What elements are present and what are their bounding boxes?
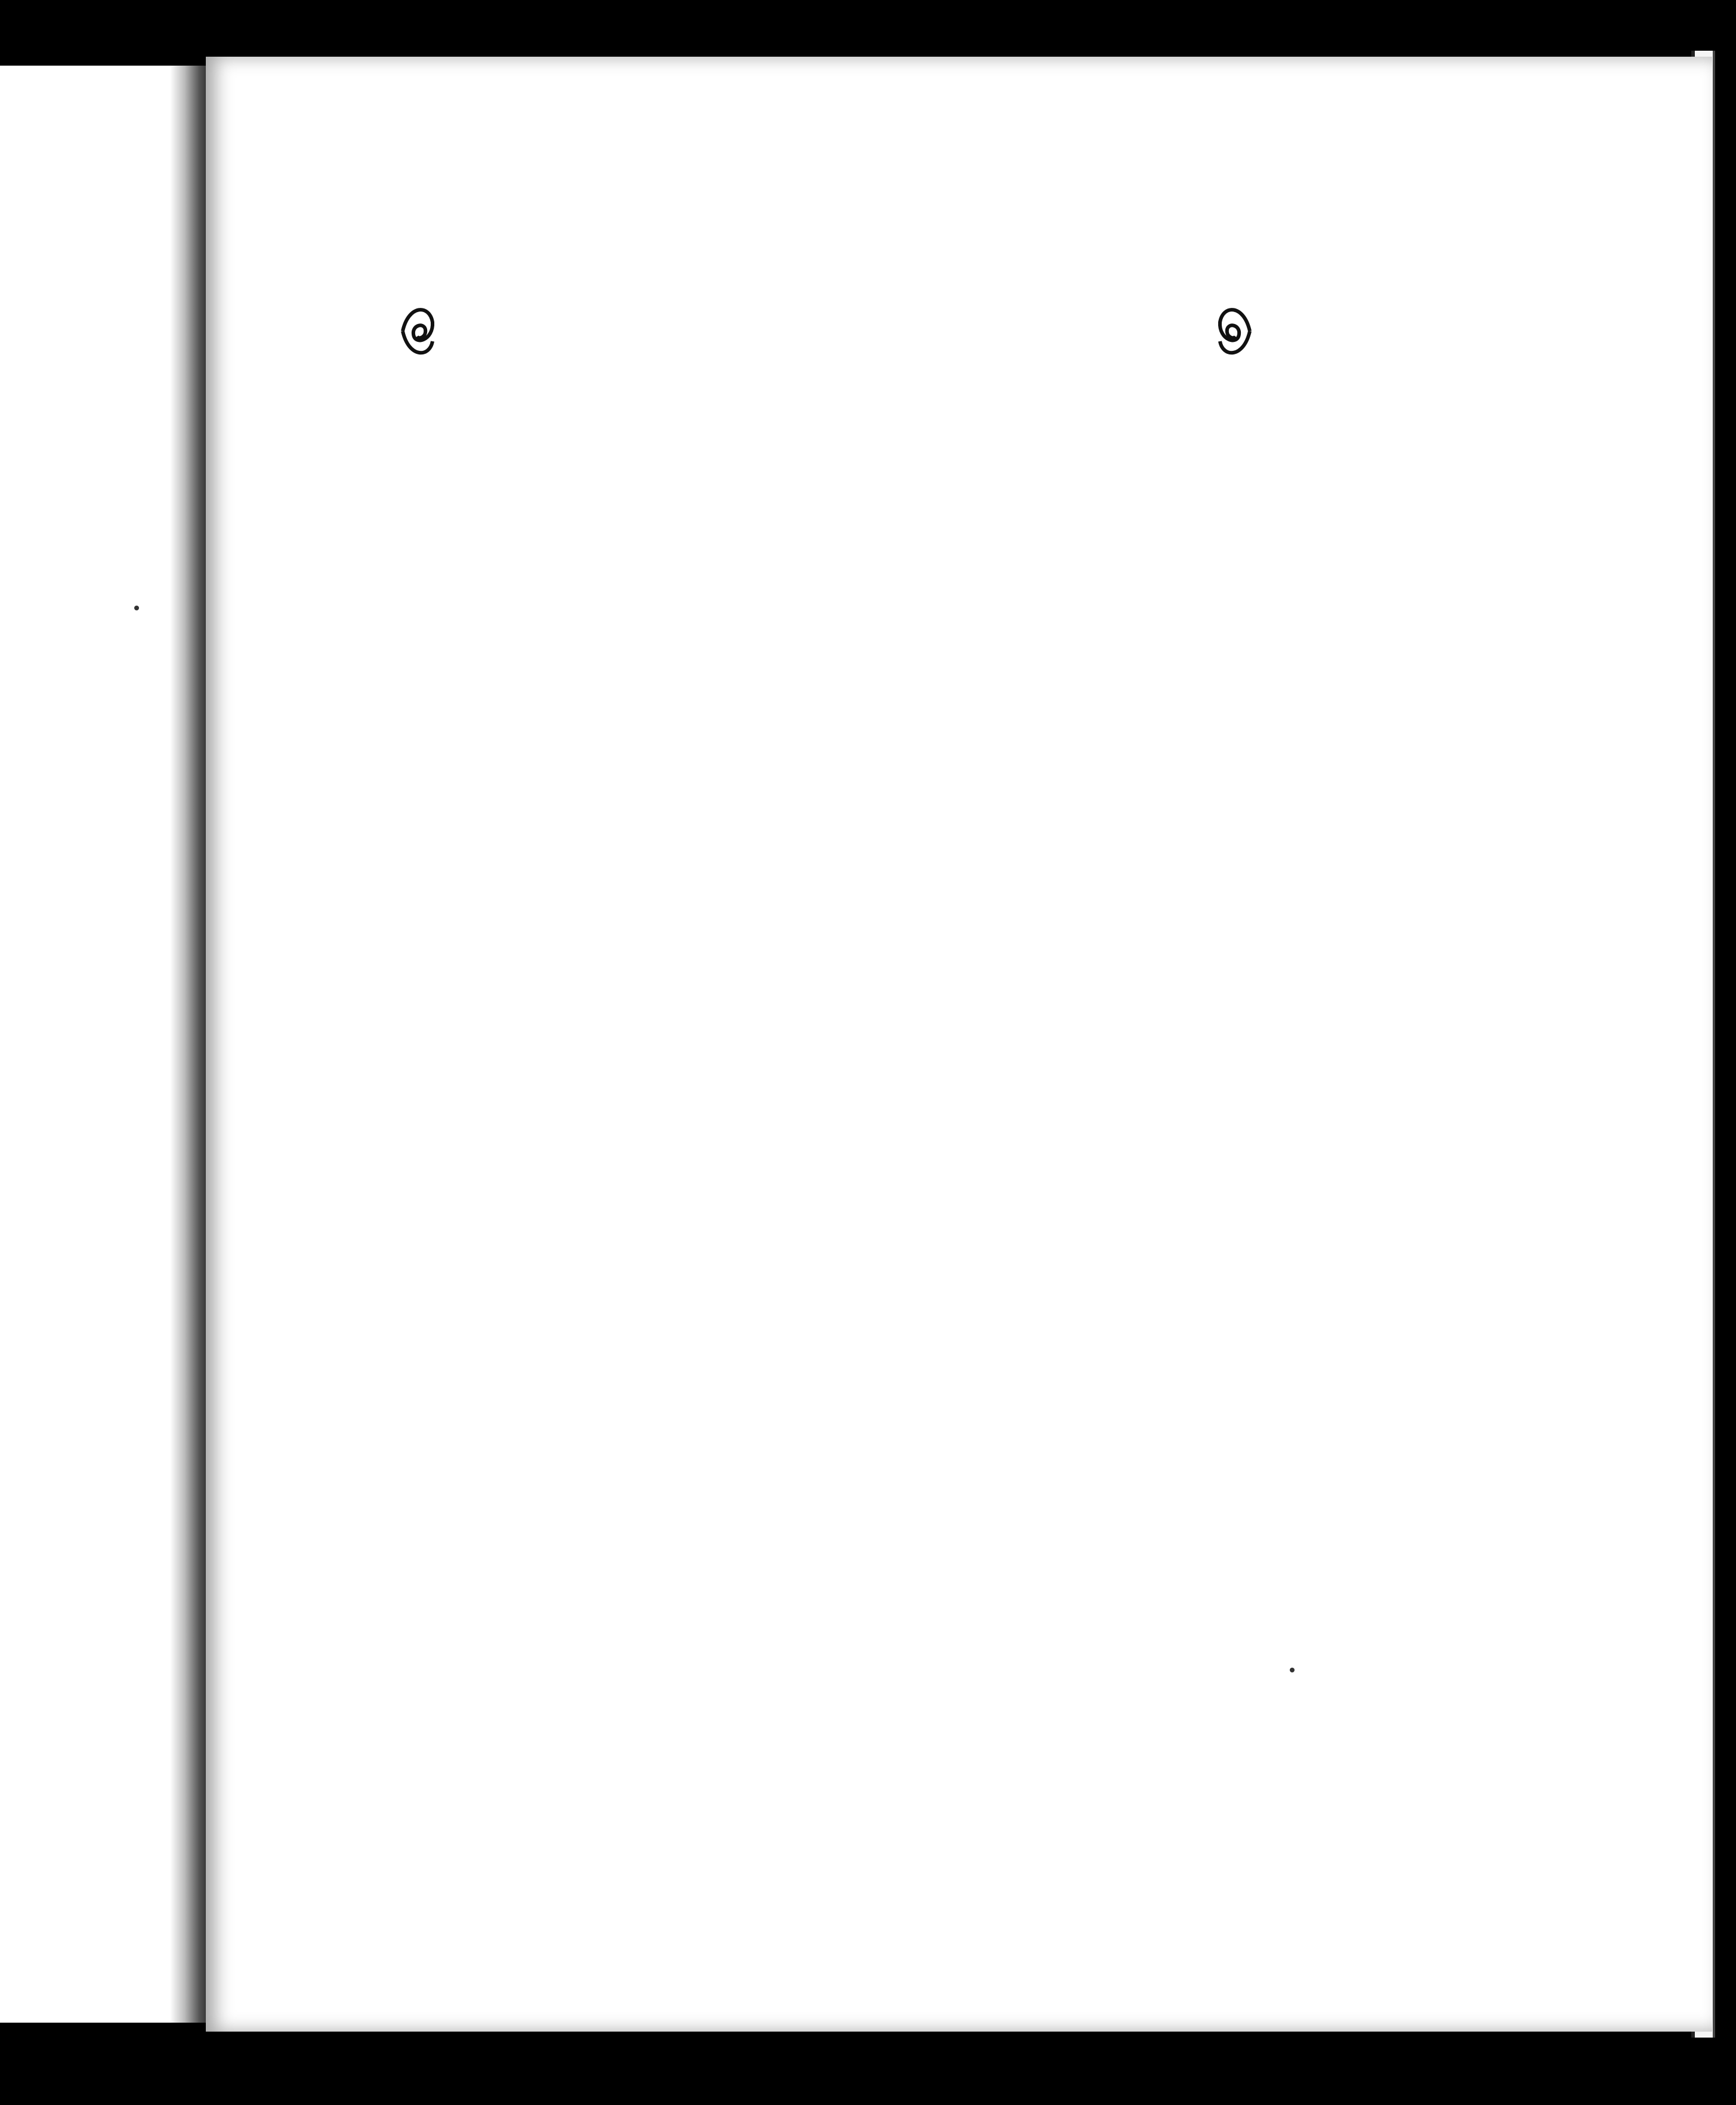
speck	[134, 606, 139, 610]
previous-page	[0, 66, 197, 2023]
speck	[1290, 1668, 1295, 1672]
body-text	[385, 600, 1280, 602]
decorative-header-ornament	[397, 286, 1256, 376]
